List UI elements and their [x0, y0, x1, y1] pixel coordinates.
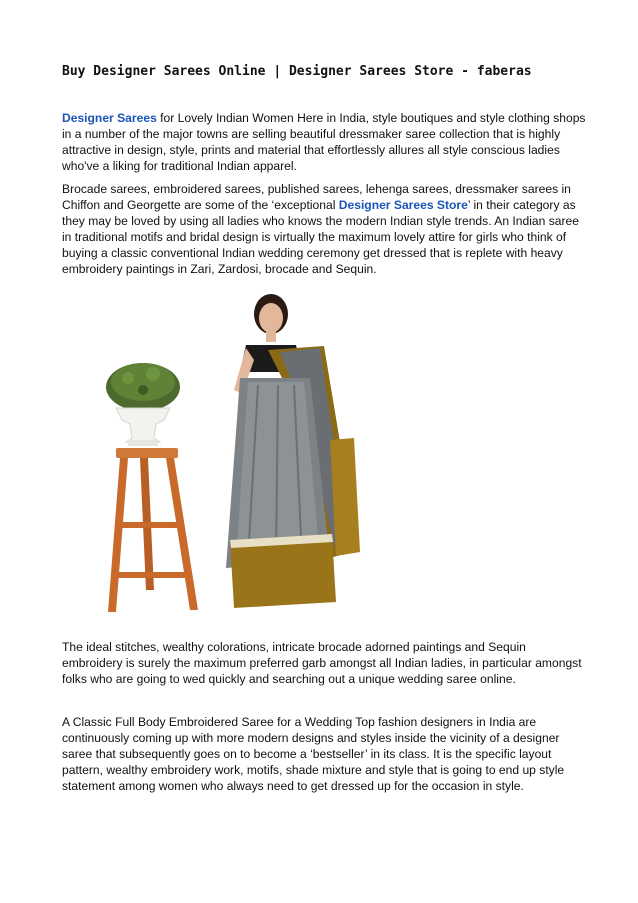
paragraph-brocade-text-after: ’ in their category as they may be loved by using all ladies who knows the modern Indian style trends. An Indian saree in traditional motifs and bridal design is virtually the maximum lovely attire for girls who think of buying a classic conventional Indian wedding ceremony get dressed that is replete with heavy embroidery paintings in Zari, Zardosi, brocade and Sequin.: [62, 198, 579, 277]
paragraph-intro: [62, 110, 587, 174]
paragraph-classic-saree: A Classic Full Body Embroidered Saree for a Wedding Top fashion designers in India are continuously coming up with more modern designs and styles inside the vicinity of a designer saree that subsequently goes on to become a ‘bestseller’ in its class. It is the specific layout pattern, wealthy embroidery work, motifs, shade mixture and style that is going to end up style statement among women who always need to get dressed up for the occasion in style.: [62, 715, 565, 794]
saree-model-illustration: [226, 294, 360, 608]
plant-pot-illustration: [106, 363, 180, 446]
paragraph-stitches: The ideal stitches, wealthy colorations, intricate brocade adorned paintings and Sequin embroidery is surely the maximum preferred garb amongst all Indian ladies, in particular amongst folks who are going to wed quickly and searching out a unique wedding saree online.: [62, 640, 582, 687]
wooden-stool-illustration: [108, 448, 198, 612]
paragraph-brocade-text-before: Brocade sarees, embroidered sarees, published sarees, lehenga sarees, dressmaker sarees in Chiffon and Georgette are some of the ‘exceptional: [62, 182, 571, 213]
page-title: Buy Designer Sarees Online | Designer Sarees Store - faberas: [62, 64, 532, 79]
saree-product-photo: [98, 290, 378, 620]
paragraph-intro-text: for Lovely Indian Women Here in India, style boutiques and style clothing shops in a number of the major towns are selling beautiful dressmaker saree collection that is highly attractive in design, style, prints and material that effortlessly allures all style conscious ladies who've a liking for traditional Indian apparel.: [62, 111, 586, 174]
designer-sarees-store-link[interactable]: Designer Sarees Store: [338, 198, 468, 213]
paragraph-brocade: [62, 181, 587, 278]
designer-sarees-link[interactable]: Designer Sarees: [62, 111, 157, 125]
